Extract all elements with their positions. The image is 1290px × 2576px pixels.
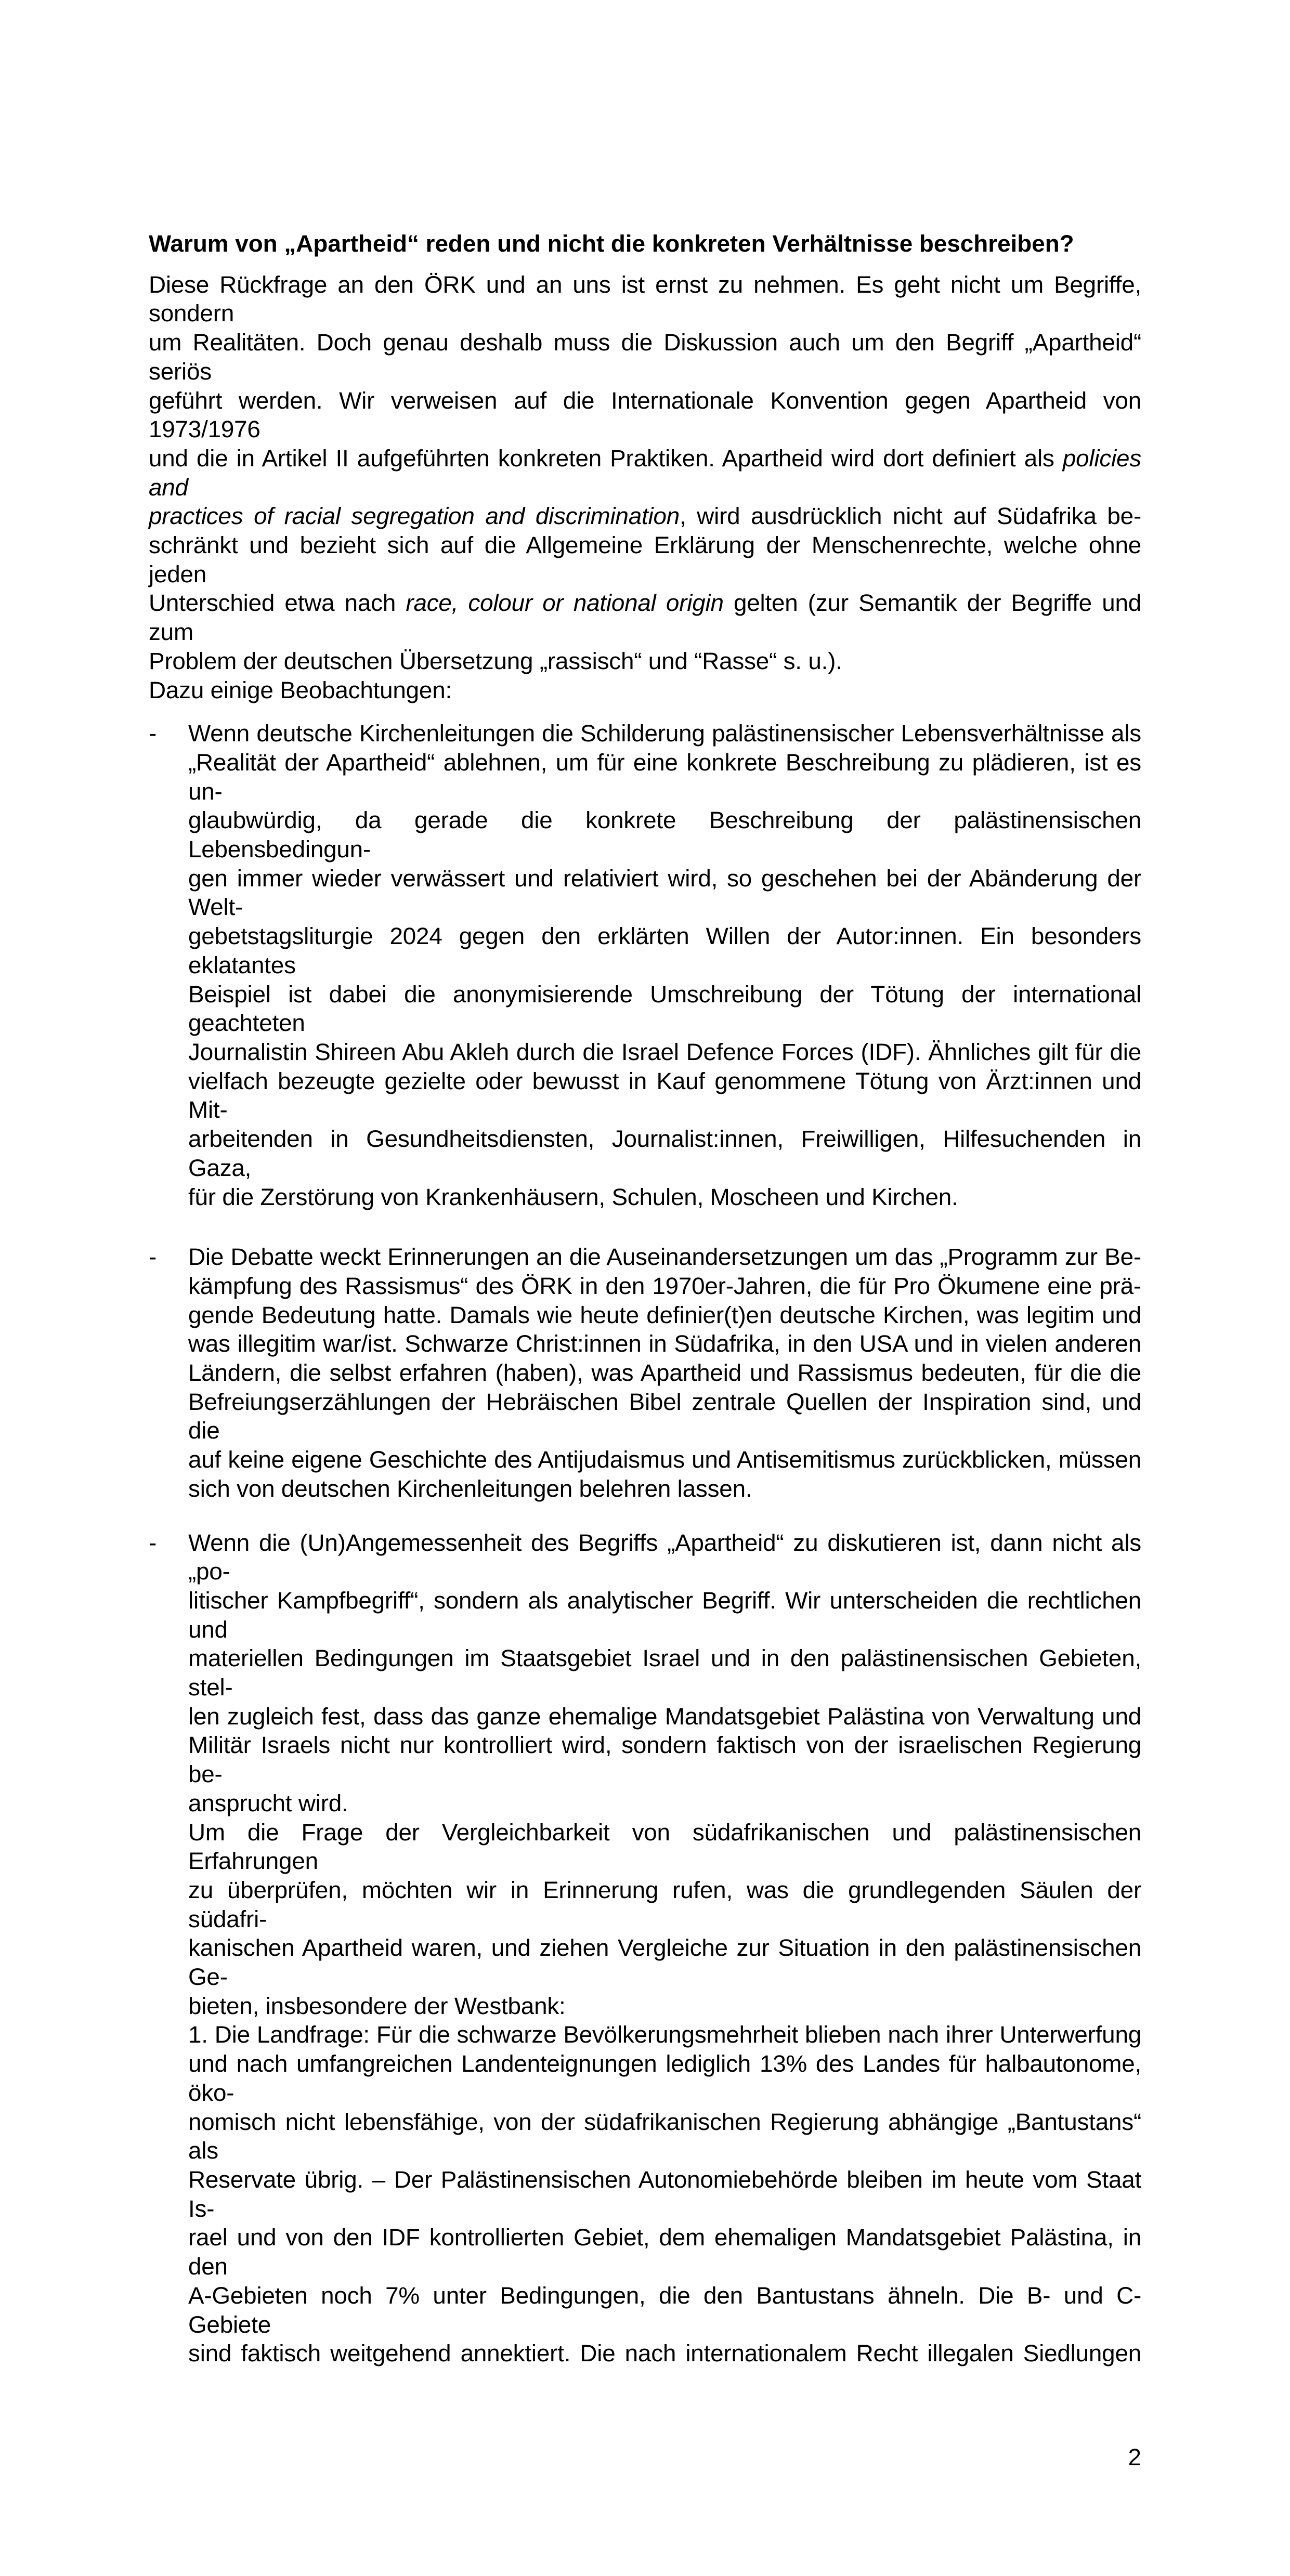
text-line: rael und von den IDF kontrollierten Gebiet, dem ehemaligen Mandatsgebiet Palästina, in den — [188, 2224, 1141, 2280]
text-line: gende Bedeutung hatte. Damals wie heute definier(t)en deutsche Kirchen, was legitim und — [188, 1301, 1141, 1328]
text-line: nomisch nicht lebensfähige, von der südafrikanischen Regierung abhängige „Bantustans“ als — [188, 2108, 1141, 2164]
page-number: 2 — [1128, 2443, 1141, 2470]
text-line: für die Zerstörung von Krankenhäusern, Schulen, Moscheen und Kirchen. — [188, 1183, 958, 1210]
italic-phrase: race, colour or national origin — [406, 590, 724, 617]
text-segment: , wird ausdrücklich nicht auf Südafrika be- — [680, 503, 1141, 530]
bullet-marker: - — [149, 1529, 157, 1556]
text-line: kämpfung des Rassismus“ des ÖRK in den 1970er-Jahren, die für Pro Ökumene eine prä- — [188, 1272, 1141, 1299]
text-line: schränkt und bezieht sich auf die Allgemeine Erklärung der Menschenrechte, welche ohne jeden — [149, 532, 1141, 587]
text-line: Ländern, die selbst erfahren (haben), was Apartheid und Rassismus bedeuten, für die die — [188, 1359, 1141, 1387]
paragraph — [188, 2020, 1141, 2368]
section-heading: Warum von „Apartheid“ reden und nicht die konkreten Verhältnisse beschreiben? — [149, 230, 1074, 257]
text-line: und nach umfangreichen Landenteignungen lediglich 13% des Landes für halbautonome, öko- — [188, 2050, 1141, 2106]
text-line — [149, 444, 1141, 502]
text-line: „Realität der Apartheid“ ablehnen, um für eine konkrete Beschreibung zu plädieren, ist es un- — [188, 749, 1141, 805]
italic-phrase: policies and — [149, 444, 1141, 501]
text-line: Um die Frage der Vergleichbarkeit von südafrikanischen und palästinensischen Erfahrungen — [188, 1819, 1141, 1875]
text-line: um Realitäten. Doch genau deshalb muss die Diskussion auch um den Begriff „Apartheid“ seriös — [149, 329, 1141, 385]
bullet-item-analytical-term — [149, 1528, 1141, 2368]
text-line: Problem der deutschen Übersetzung „rassisch“ und “Rasse“ s. u.). — [149, 647, 842, 674]
text-line: Dazu einige Beobachtungen: — [149, 676, 452, 703]
paragraph — [149, 676, 1141, 705]
bullet-item-debate-memories — [149, 1243, 1141, 1503]
text-line: was illegitim war/ist. Schwarze Christ:innen in Südafrika, in den USA und in vielen anderen — [188, 1330, 1141, 1357]
text-line: gebetstagsliturgie 2024 gegen den erklärten Willen der Autor:innen. Ein besonders eklatantes — [188, 923, 1141, 978]
text-line: Beispiel ist dabei die anonymisierende Umschreibung der Tötung der international geachteten — [188, 980, 1141, 1037]
text-line: materiellen Bedingungen im Staatsgebiet Israel und in den palästinensischen Gebieten, stel- — [188, 1645, 1141, 1701]
text-line: vielfach bezeugte gezielte oder bewusst in Kauf genommene Tötung von Ärzt:innen und Mit- — [188, 1067, 1141, 1123]
text-segment: Unterschied etwa nach — [149, 590, 406, 617]
bullet-text — [188, 1243, 1141, 1503]
paragraph — [188, 1818, 1141, 2021]
italic-phrase: practices of racial segregation and discrimination — [149, 503, 680, 530]
bullet-text — [188, 1528, 1141, 2368]
text-segment: gelten (zur Semantik der Begriffe und zum — [149, 590, 1142, 646]
text-line — [149, 502, 1141, 531]
paragraph — [188, 1243, 1141, 1503]
text-line: Reservate übrig. – Der Palästinensischen Autonomiebehörde bleiben im heute vom Staat Is- — [188, 2166, 1141, 2222]
text-line: zu überprüfen, möchten wir in Erinnerung rufen, was die grundlegenden Säulen der südafri- — [188, 1876, 1141, 1932]
text-line: Militär Israels nicht nur kontrolliert wird, sondern faktisch von der israelischen Regierung be- — [188, 1732, 1141, 1788]
bullet-marker: - — [149, 720, 157, 747]
text-line: litischer Kampfbegriff“, sondern als analytischer Begriff. Wir unterscheiden die rechtlichen und — [188, 1587, 1141, 1643]
text-line: Wenn die (Un)Angemessenheit des Begriffs „Apartheid“ zu diskutieren ist, dann nicht als „po- — [188, 1529, 1141, 1585]
bullet-text — [188, 719, 1141, 1211]
text-line — [149, 589, 1141, 646]
paragraph — [188, 1528, 1141, 1818]
text-line: 1. Die Landfrage: Für die schwarze Bevölkerungsmehrheit blieben nach ihrer Unterwerfung — [188, 2021, 1141, 2048]
text-line: geführt werden. Wir verweisen auf die Internationale Konvention gegen Apartheid von 1973/1976 — [149, 387, 1141, 443]
text-line: gen immer wieder verwässert und relativiert wird, so geschehen bei der Abänderung der Welt- — [188, 865, 1141, 921]
text-line: Journalistin Shireen Abu Akleh durch die Israel Defence Forces (IDF). Ähnliches gilt für die — [188, 1038, 1141, 1065]
bullet-item-church-leaderships — [149, 719, 1141, 1211]
paragraph — [188, 719, 1141, 1211]
text-line: sind faktisch weitgehend annektiert. Die nach internationalem Recht illegalen Siedlungen — [188, 2340, 1141, 2367]
text-line: glaubwürdig, da gerade die konkrete Beschreibung der palästinensischen Lebensbedingun- — [188, 807, 1141, 863]
text-segment: und die in Artikel II aufgeführten konkreten Praktiken. Apartheid wird dort definiert als — [149, 444, 1063, 472]
text-line: len zugleich fest, dass das ganze ehemalige Mandatsgebiet Palästina von Verwaltung und — [188, 1703, 1141, 1730]
bullet-marker: - — [149, 1244, 157, 1271]
text-line: Wenn deutsche Kirchenleitungen die Schilderung palästinensischer Lebensverhältnisse als — [188, 720, 1141, 747]
document-page — [149, 0, 1141, 2576]
text-line: kanischen Apartheid waren, und ziehen Vergleiche zur Situation in den palästinensischen Ge- — [188, 1934, 1141, 1991]
text-line: sich von deutschen Kirchenleitungen belehren lassen. — [188, 1475, 752, 1502]
text-line: A-Gebieten noch 7% unter Bedingungen, die den Bantustans ähneln. Die B- und C-Gebiete — [188, 2282, 1141, 2338]
paragraph — [149, 270, 1141, 676]
intro-paragraph — [149, 270, 1141, 705]
text-line: bieten, insbesondere der Westbank: — [188, 1992, 566, 2019]
text-line: arbeitenden in Gesundheitsdiensten, Journalist:innen, Freiwilligen, Hilfesuchenden in Gaza, — [188, 1126, 1141, 1181]
text-line: ansprucht wird. — [188, 1789, 348, 1816]
text-line: auf keine eigene Geschichte des Antijudaismus und Antisemitismus zurückblicken, müssen — [188, 1446, 1141, 1473]
text-line: Die Debatte weckt Erinnerungen an die Auseinandersetzungen um das „Programm zur Be- — [188, 1244, 1141, 1271]
text-line: Diese Rückfrage an den ÖRK und an uns ist ernst zu nehmen. Es geht nicht um Begriffe, sondern — [149, 271, 1141, 327]
text-line: Befreiungserzählungen der Hebräischen Bibel zentrale Quellen der Inspiration sind, und die — [188, 1388, 1141, 1444]
